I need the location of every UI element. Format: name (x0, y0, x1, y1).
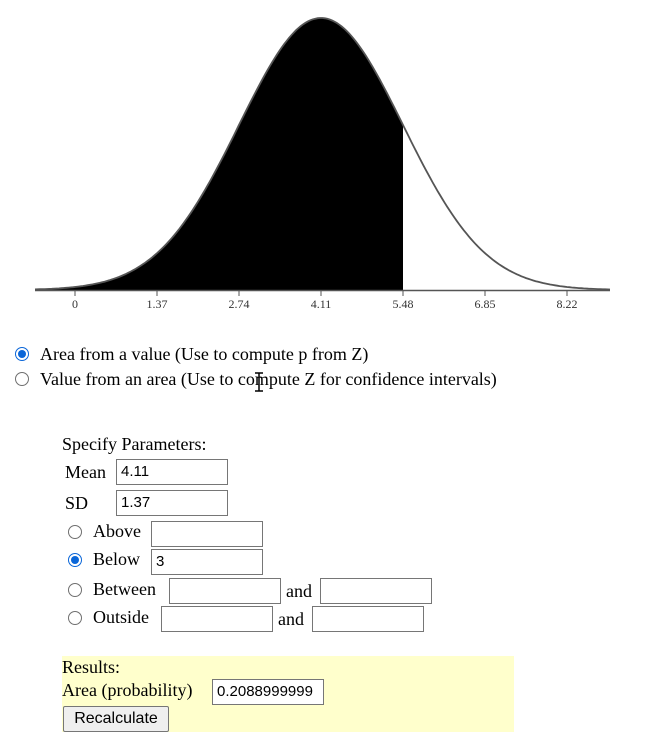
mean-input[interactable]: 4.11 (116, 459, 228, 485)
between-and-label: and (286, 581, 312, 601)
between-radio[interactable] (68, 583, 82, 597)
outside-upper-input[interactable] (312, 606, 424, 632)
sd-label: SD (65, 493, 89, 513)
results-panel (62, 656, 514, 732)
tick-label-3: 4.11 (310, 297, 332, 311)
axis-ticks (72, 290, 578, 311)
area-from-value-label: Area from a value (Use to compute p from Z) (40, 343, 369, 364)
tick-label-6: 8.22 (556, 297, 578, 311)
sd-input[interactable]: 1.37 (116, 490, 228, 516)
area-probability-label: Area (probability) (62, 680, 193, 700)
above-input[interactable] (151, 521, 263, 547)
tick-label-5: 6.85 (474, 297, 496, 311)
mean-label: Mean (65, 462, 106, 482)
between-upper-input[interactable] (320, 578, 432, 604)
above-radio[interactable] (68, 525, 82, 539)
outside-and-label: and (278, 609, 304, 629)
tick-label-0: 0 (72, 297, 78, 311)
between-lower-input[interactable] (169, 578, 281, 604)
option-outside[interactable] (68, 607, 149, 628)
option-above[interactable] (68, 521, 141, 542)
normal-distribution-chart (0, 0, 648, 330)
recalculate-button[interactable]: Recalculate (63, 706, 169, 732)
outside-lower-input[interactable] (161, 606, 273, 632)
results-title: Results: (62, 657, 121, 677)
below-input[interactable]: 3 (151, 549, 263, 575)
above-label: Above (93, 521, 141, 541)
specify-parameters-title: Specify Parameters: (62, 434, 207, 454)
tick-label-1: 1.37 (146, 297, 168, 311)
mode-area-from-value[interactable] (15, 343, 368, 365)
area-probability-output[interactable]: 0.2088999999 (212, 679, 324, 705)
outside-label: Outside (93, 607, 149, 627)
shaded-area (35, 18, 403, 290)
value-from-area-label: Value from an area (Use to compute Z for confidence intervals) (40, 368, 497, 389)
tick-label-2: 2.74 (228, 297, 250, 311)
outside-radio[interactable] (68, 611, 82, 625)
option-between[interactable] (68, 579, 156, 600)
between-label: Between (93, 579, 156, 599)
option-below[interactable] (68, 549, 140, 570)
below-label: Below (93, 549, 140, 569)
area-from-value-radio[interactable] (15, 347, 29, 361)
value-from-area-radio[interactable] (15, 372, 29, 386)
below-radio[interactable] (68, 553, 82, 567)
tick-label-4: 5.48 (392, 297, 414, 311)
text-cursor-icon (253, 372, 265, 392)
